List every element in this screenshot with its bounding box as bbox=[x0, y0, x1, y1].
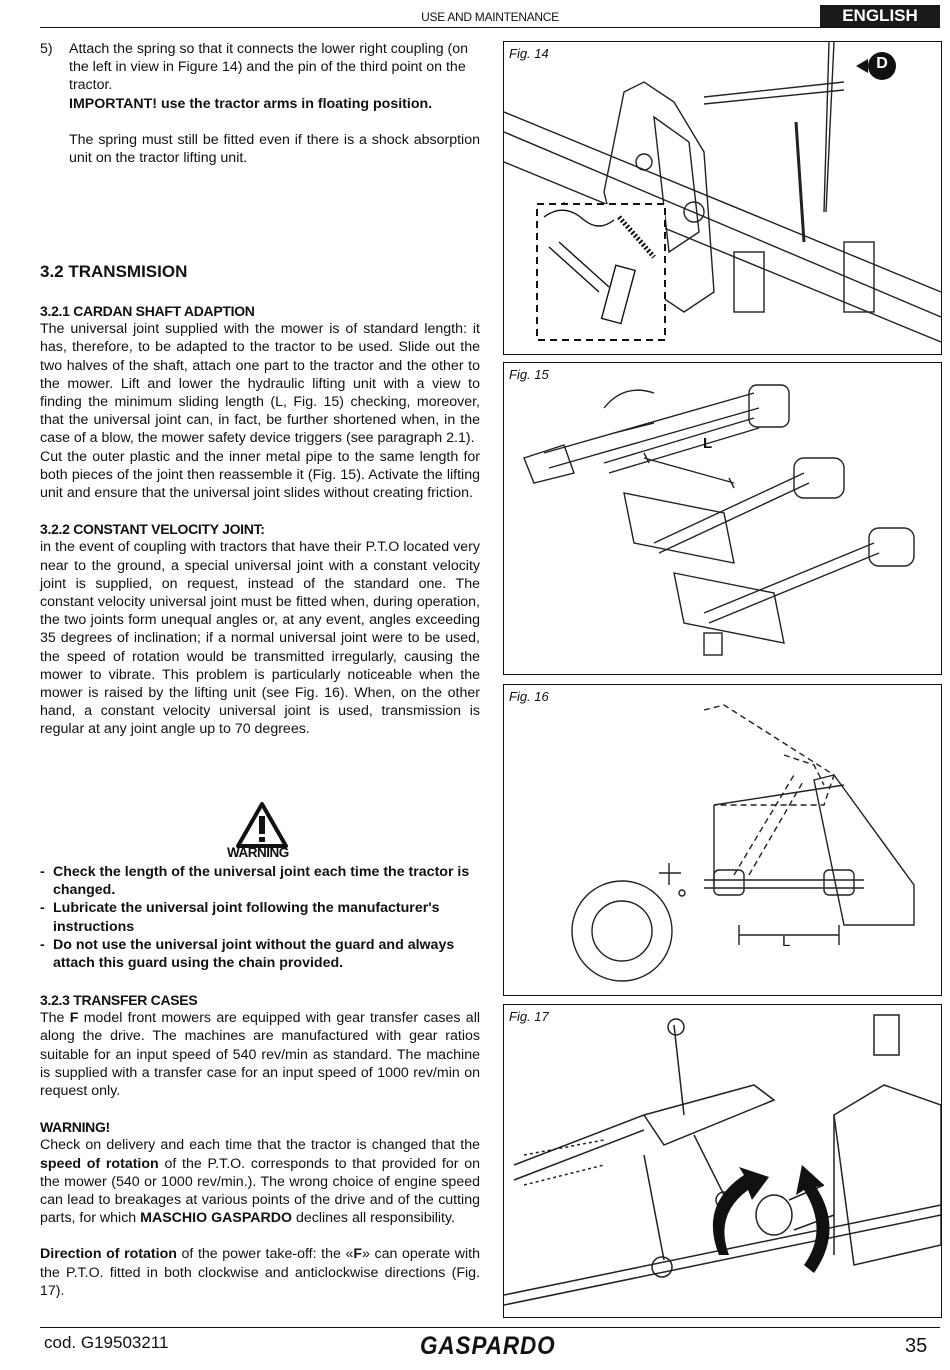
step-number: 5) bbox=[40, 41, 53, 57]
figure-14-drawing bbox=[504, 42, 941, 354]
figure-14-badge: D bbox=[876, 55, 888, 72]
figure-16-drawing bbox=[504, 685, 941, 995]
figure-17 bbox=[503, 1004, 942, 1318]
figure-14 bbox=[503, 41, 942, 355]
figure-15 bbox=[503, 362, 942, 675]
warning2-title: WARNING! bbox=[40, 1119, 110, 1136]
paragraph-warning2: Check on delivery and each time that the tractor is changed that the speed of rotation of the P.T.O. corresponds to that provided for on the mower (540 or 1000 rev/min.). The wrong choice of engine speed can lead to breakages at various points of the drive and of the cutting parts, for which MASCHIO GASPARDO declines all responsibility. bbox=[40, 1137, 480, 1227]
footer-code: cod. G19503211 bbox=[44, 1333, 169, 1352]
paragraph-323: The F model front mowers are equipped with gear transfer cases all along the drive. The machines are manufactured with gear ratios suitable for an input speed of 540 rev/min as standard. The machine is supplied with a transfer case for an input speed of 1000 rev/min on request only. bbox=[40, 1010, 480, 1100]
footer-rule bbox=[40, 1327, 940, 1328]
header-title: USE AND MAINTENANCE bbox=[421, 10, 559, 24]
warning-list-block bbox=[40, 863, 480, 972]
figure-15-caption: Fig. 15 bbox=[509, 367, 549, 382]
subsection-title-322: 3.2.2 CONSTANT VELOCITY JOINT: bbox=[40, 521, 265, 538]
section-title: 3.2 TRANSMISION bbox=[40, 262, 188, 281]
paragraph-321-2: Cut the outer plastic and the inner metal pipe to the same length for both pieces of the joint then reassemble it (Fig. 15). Activate the lifting unit and ensure that the universal joint slides without creating friction. bbox=[40, 448, 480, 502]
paragraph-rotation: Direction of rotation of the power take-off: the «F» can operate with the P.T.O. fitted in both clockwise and anticlockwise directions (Fig. 17). bbox=[40, 1246, 480, 1299]
paragraph-321-1: The universal joint supplied with the mower is of standard length: it has, therefore, to be adapted to the tractor to be used. Slide out the two halves of the shaft, attach one part to the tractor and the other to the mower. Lift and lower the hydraulic lifting unit with a view to finding the minimum sliding length (L, Fig. 15) checking, moreover, that the universal joint can, in fact, be further shortened when, in the case of a blow, the mower safety device triggers (see paragraph 2.1). bbox=[40, 321, 480, 447]
step-important: IMPORTANT! use the tractor arms in floating position. bbox=[69, 95, 433, 112]
step-note: The spring must still be fitted even if there is a shock absorption unit on the tractor lifting unit. bbox=[69, 131, 480, 167]
page-number: 35 bbox=[905, 1335, 928, 1357]
paragraph-322: in the event of coupling with tractors that have their P.T.O located very near to the ground, a special universal joint with a constant velocity joint is supplied, on request, instead of the standard one. The constant velocity universal joint must be fitted when, during operation, the two joints form unequal angles or, at any event, angles exceeding 35 degrees of inclination; if a normal universal joint were to be used, the speed of rotation would be transmitted irregularly, causing the mower to vibrate. This problem is particularly noticeable when the mower is raised by the lifting unit (see Fig. 16). When, on the other hand, a constant velocity universal joint is used, transmission is regular at any joint angle up to 70 degrees. bbox=[40, 539, 480, 738]
language-badge: ENGLISH bbox=[820, 5, 940, 27]
list-item: - Lubricate the universal joint following the manufacturer's instructions bbox=[40, 900, 440, 935]
figure-17-drawing bbox=[504, 1005, 941, 1317]
subsection-title-321: 3.2.1 CARDAN SHAFT ADAPTION bbox=[40, 303, 255, 319]
figure-17-caption: Fig. 17 bbox=[509, 1009, 549, 1024]
figure-15-drawing bbox=[504, 363, 941, 674]
figure-14-caption: Fig. 14 bbox=[509, 46, 549, 61]
left-column bbox=[40, 302, 480, 739]
figure-16-caption: Fig. 16 bbox=[509, 689, 549, 704]
figure-16 bbox=[503, 684, 942, 996]
figure-15-label: L bbox=[703, 435, 713, 452]
step-text: Attach the spring so that it connects the lower right coupling (on the left in view in Figure 14) and the pin of the third point on the tractor. bbox=[69, 41, 469, 94]
figure-16-label: L bbox=[782, 933, 791, 950]
list-item: - Check the length of the universal joint each time the tractor is changed. bbox=[40, 864, 470, 899]
header-rule bbox=[40, 27, 940, 28]
list-item: - Do not use the universal joint without the guard and always attach this guard using the chain provided. bbox=[40, 936, 455, 972]
warning-label: WARNING bbox=[227, 845, 289, 860]
step-5 bbox=[40, 40, 480, 167]
subsection-title-323: 3.2.3 TRANSFER CASES bbox=[40, 992, 198, 1008]
gaspardo-logo: GASPARDO bbox=[420, 1332, 556, 1360]
warning-list bbox=[40, 863, 480, 972]
left-column-lower bbox=[40, 991, 480, 1300]
